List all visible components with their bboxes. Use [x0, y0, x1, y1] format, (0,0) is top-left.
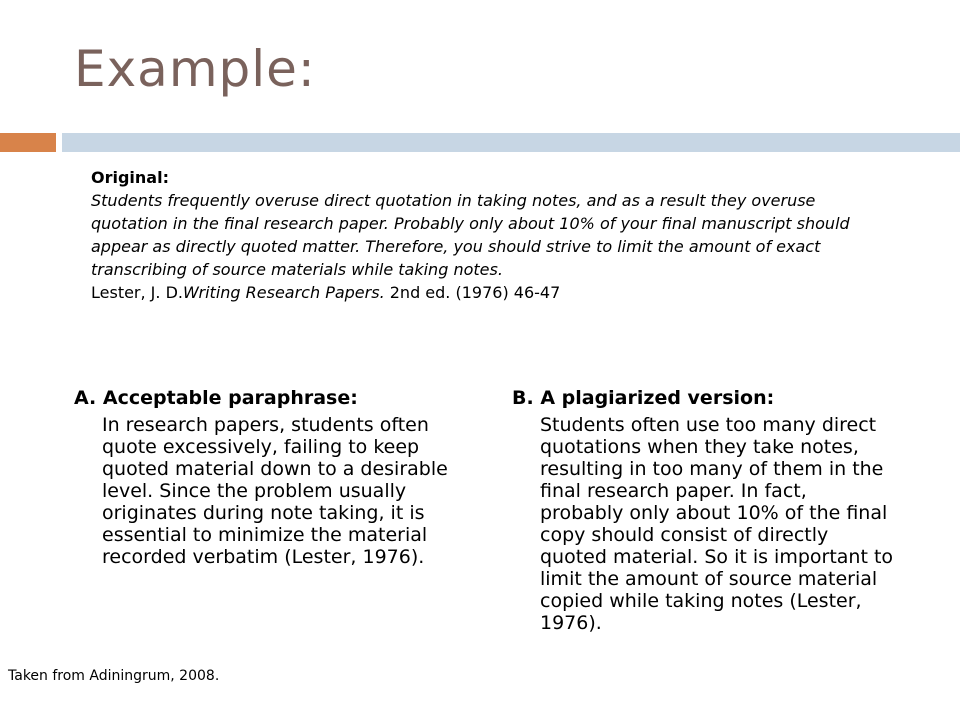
paraphrase-body: In research papers, students often quote excessively, failing to keep quoted material down to a desirable level. Since the problem usually originates during note taking, it is essential to minimize the material recorded verbatim (Lester, 1976). — [102, 414, 448, 568]
accent-bar-blue — [62, 133, 960, 152]
citation-title: Writing Research Papers. — [182, 283, 385, 302]
citation-details: 2nd ed. (1976) 46-47 — [384, 283, 561, 302]
original-heading: Original: — [91, 168, 169, 187]
paraphrase-column — [74, 386, 464, 568]
slide-title: Example: — [74, 40, 316, 98]
plagiarized-body: Students often use too many direct quotations when they take notes, resulting in too many of them in the final research paper. In fact, probably only about 10% of the final copy should consist of directly quoted material. So it is important to limit the amount of source material copied while taking notes (Lester, 1976). — [540, 414, 894, 634]
citation — [91, 281, 861, 304]
original-text: Students frequently overuse direct quotation in taking notes, and as a result they overuse quotation in the final research paper. Probably only about 10% of your final manuscript should appear as directly quoted matter. Therefore, you should strive to limit the amount of exact transcribing of source materials while taking notes. — [91, 191, 850, 279]
plagiarized-column — [512, 386, 902, 634]
accent-bar-orange — [0, 133, 56, 152]
source-note: Taken from Adiningrum, 2008. — [8, 668, 220, 684]
original-passage — [91, 166, 861, 304]
paraphrase-heading: A. Acceptable paraphrase: — [74, 387, 358, 409]
plagiarized-heading: B. A plagiarized version: — [512, 387, 775, 409]
citation-author: Lester, J. D. — [91, 283, 183, 302]
